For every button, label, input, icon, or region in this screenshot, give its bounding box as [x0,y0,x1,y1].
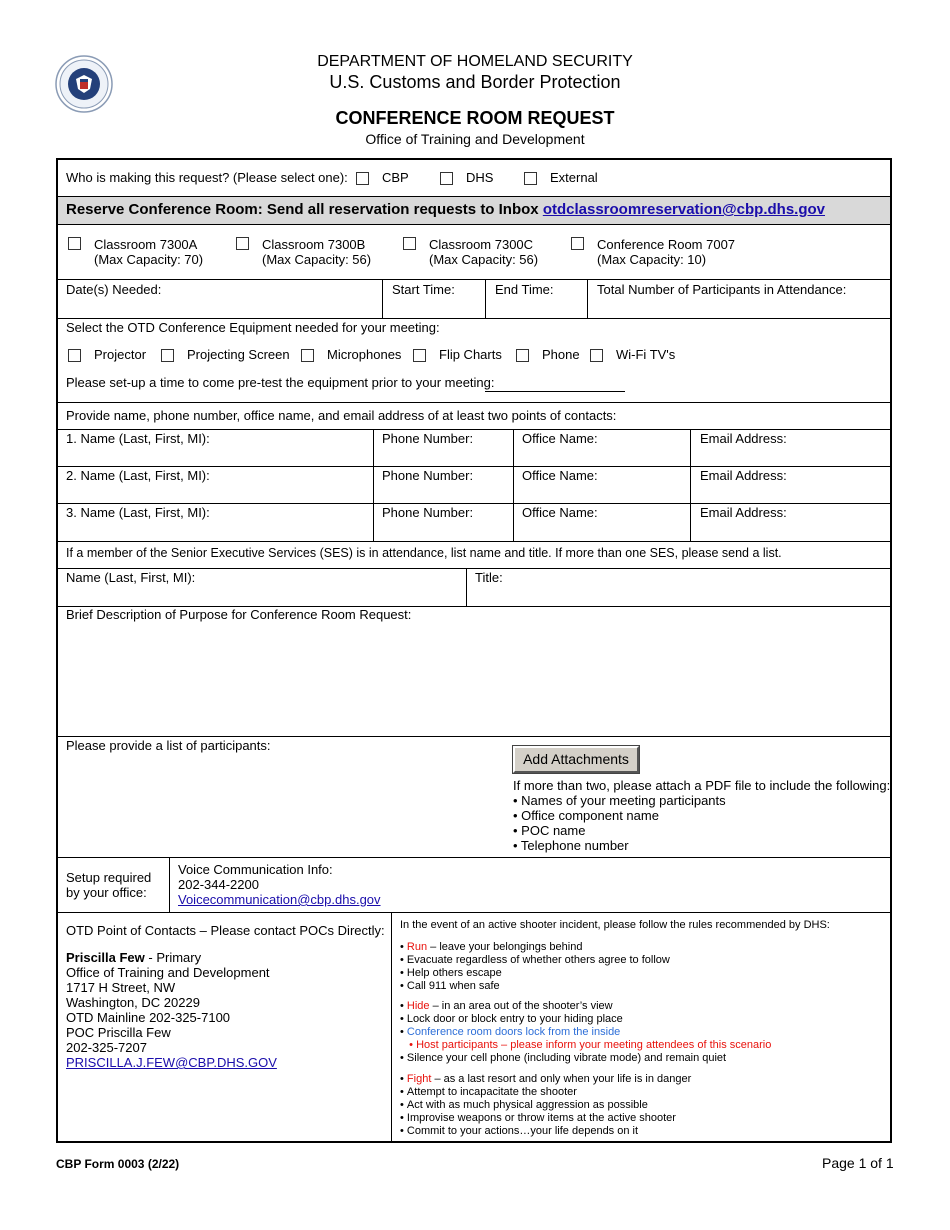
checkbox-wifi-tvs[interactable] [590,349,603,362]
contact-2-office[interactable]: Office Name: [522,468,598,483]
attachment-bullet-4: • Telephone number [513,838,629,853]
contact-2-email[interactable]: Email Address: [700,468,787,483]
agency-name: U.S. Customs and Border Protection [329,72,621,92]
requester-option-external: External [550,170,598,185]
contact-1-name[interactable]: 1. Name (Last, First, MI): [66,431,210,446]
ses-name-field[interactable]: Name (Last, First, MI): [66,570,196,585]
contact-3-phone[interactable]: Phone Number: [382,505,474,520]
checkbox-room-7300c[interactable] [403,237,416,250]
page-number: Page 1 of 1 [822,1155,894,1171]
checkbox-room-7007[interactable] [571,237,584,250]
start-time-field[interactable]: Start Time: [392,282,455,297]
poc-email-link[interactable]: PRISCILLA.J.FEW@CBP.DHS.GOV [66,1055,277,1070]
checkbox-projector[interactable] [68,349,81,362]
room-7007: Conference Room 7007 (Max Capacity: 10) [597,237,736,267]
participants-total-field[interactable]: Total Number of Participants in Attendance: [597,282,847,297]
shooter-fight: • Fight – as a last resort and only when your life is in danger • Attempt to incapacitate the shooter • Act with as much physical aggression as possible • Improvise weapons or throw items at the active shooter • Commit to your actions…your life depends on it [400,1073,692,1137]
reserve-text: Reserve Conference Room: Send all reservation requests to Inbox otdclassroomreservation@cbp.dhs.gov [66,201,826,218]
contact-3-name[interactable]: 3. Name (Last, First, MI): [66,505,210,520]
pretest-label: Please set-up a time to come pre-test the equipment prior to your meeting: [66,375,495,390]
pretest-time-input[interactable] [485,391,625,392]
requester-option-cbp: CBP [382,170,409,185]
attachment-note: If more than two, please attach a PDF file to include the following: [513,778,891,793]
equipment-projector: Projector [94,347,147,362]
checkbox-room-7300a[interactable] [68,237,81,250]
contact-3-office[interactable]: Office Name: [522,505,598,520]
contact-2-name[interactable]: 2. Name (Last, First, MI): [66,468,210,483]
request-form [56,158,892,1143]
room-7300b: Classroom 7300B (Max Capacity: 56) [262,237,372,267]
checkbox-room-7300b[interactable] [236,237,249,250]
checkbox-microphones[interactable] [301,349,314,362]
checkbox-cbp[interactable] [356,172,369,185]
checkbox-dhs[interactable] [440,172,453,185]
contact-1-email[interactable]: Email Address: [700,431,787,446]
equipment-label: Select the OTD Conference Equipment needed for your meeting: [66,320,440,335]
add-attachments-button[interactable]: Add Attachments [513,746,639,773]
shooter-intro: In the event of an active shooter incident, please follow the rules recommended by DHS: [400,919,830,931]
attachment-bullet-3: • POC name [513,823,586,838]
equipment-wifi-tvs: Wi-Fi TV's [616,347,676,362]
contact-2-phone[interactable]: Phone Number: [382,468,474,483]
reservation-email-link[interactable]: otdclassroomreservation@cbp.dhs.gov [542,201,826,218]
voice-email-link[interactable]: Voicecommunication@cbp.dhs.gov [178,892,381,907]
contacts-label: Provide name, phone number, office name, and email address of at least two points of contacts: [66,408,617,423]
equipment-microphones: Microphones [327,347,402,362]
poc-name: Priscilla Few [66,950,145,965]
equipment-phone: Phone [542,347,580,362]
dates-needed-field[interactable]: Date(s) Needed: [66,282,162,297]
checkbox-external[interactable] [524,172,537,185]
shooter-hide: • Hide – in an area out of the shooter’s view • Lock door or block entry to your hiding place • Conference room doors lock from the inside • Host participants – please inform your meeting attendees of this scenario • Silence your cell phone (including vibrate mode) and remain quiet [400,1000,772,1064]
contact-1-phone[interactable]: Phone Number: [382,431,474,446]
setup-label: Setup required by your office: [66,870,152,900]
participants-list-label: Please provide a list of participants: [66,738,271,753]
room-7300c: Classroom 7300C (Max Capacity: 56) [429,237,539,267]
checkbox-flip-charts[interactable] [413,349,426,362]
ses-label: If a member of the Senior Executive Services (SES) is in attendance, list name and title. If more than one SES, please send a list. [66,546,782,560]
office-name: Office of Training and Development [365,131,585,147]
room-7300a: Classroom 7300A (Max Capacity: 70) [94,237,204,267]
form-title: CONFERENCE ROOM REQUEST [335,108,615,128]
ses-title-field[interactable]: Title: [475,570,503,585]
attachment-bullet-1: • Names of your meeting participants [513,793,726,808]
poc-heading: OTD Point of Contacts – Please contact POCs Directly: [66,923,385,938]
form-number: CBP Form 0003 (2/22) [56,1157,180,1171]
equipment-flip-charts: Flip Charts [439,347,502,362]
poc-details: Priscilla Few - Primary Office of Training and Development 1717 H Street, NW Washington, DC 20229 OTD Mainline 202-325-7100 POC Priscilla Few 202-325-7207 PRISCILLA.J.FEW@CBP.DHS.GOV [66,950,277,1070]
department-name: DEPARTMENT OF HOMELAND SECURITY [317,53,633,70]
shooter-run: • Run – leave your belongings behind • Evacuate regardless of whether others agree to follow • Help others escape • Call 911 when safe [400,941,670,992]
end-time-field[interactable]: End Time: [495,282,554,297]
voice-info: Voice Communication Info: 202-344-2200 Voicecommunication@cbp.dhs.gov [178,862,381,907]
purpose-field[interactable]: Brief Description of Purpose for Conference Room Request: [66,607,412,622]
requester-option-dhs: DHS [466,170,494,185]
contact-3-email[interactable]: Email Address: [700,505,787,520]
contact-1-office[interactable]: Office Name: [522,431,598,446]
requester-question: Who is making this request? (Please select one): [66,170,348,185]
checkbox-projecting-screen[interactable] [161,349,174,362]
equipment-projecting-screen: Projecting Screen [187,347,290,362]
checkbox-phone[interactable] [516,349,529,362]
attachment-bullet-2: • Office component name [513,808,659,823]
